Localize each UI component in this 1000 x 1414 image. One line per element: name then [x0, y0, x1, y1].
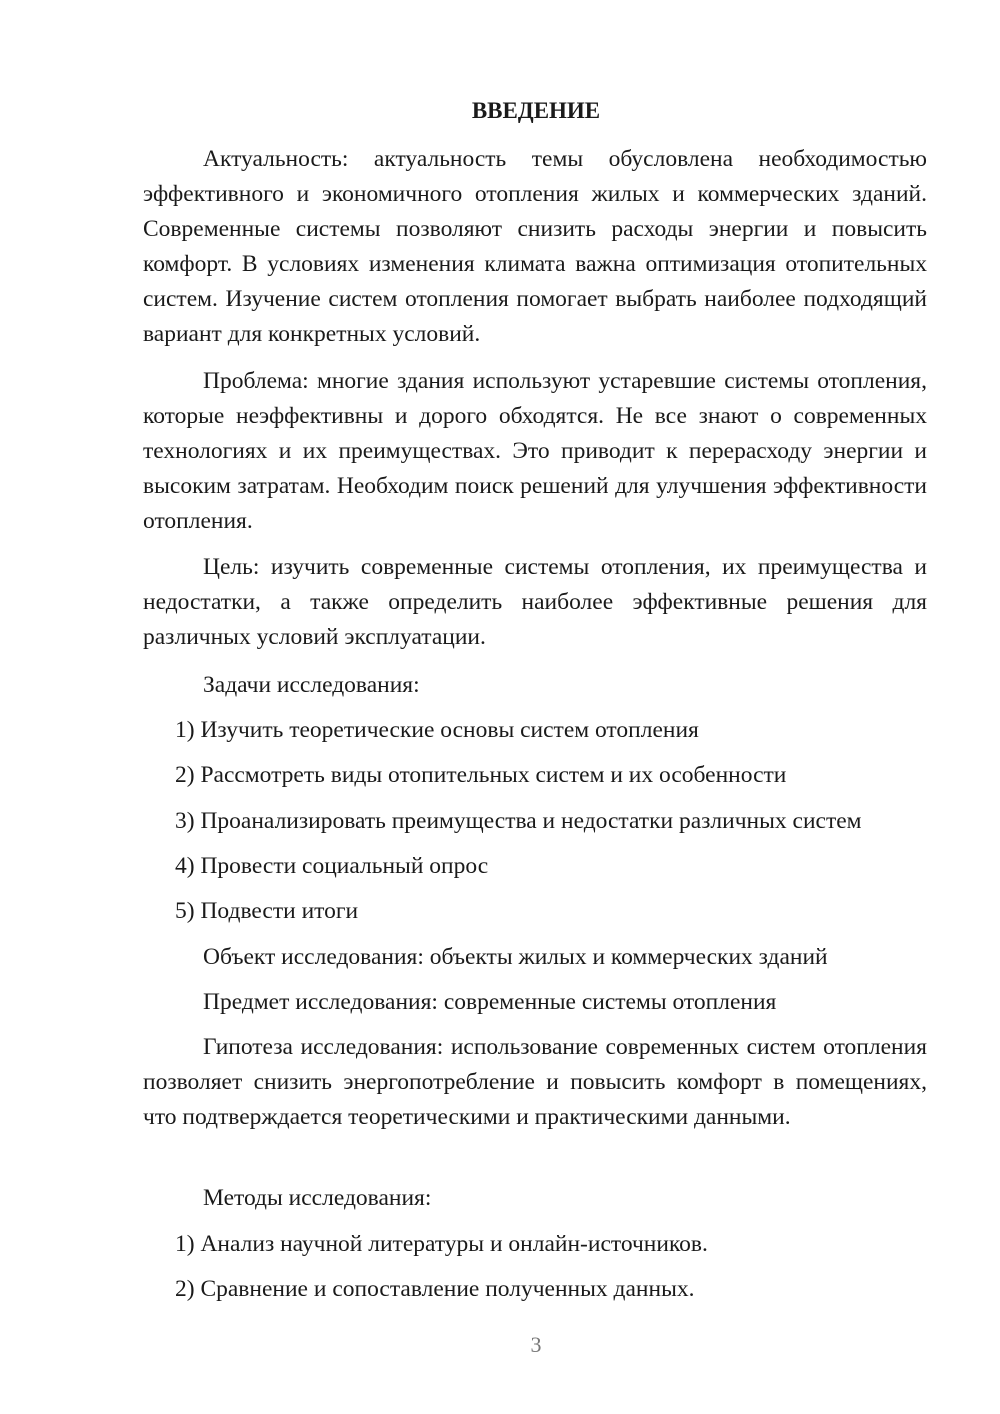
methods-heading: Методы исследования:	[203, 1185, 432, 1211]
task-item: 4) Провести социальный опрос	[175, 853, 489, 879]
method-item: 2) Сравнение и сопоставление полученных данных.	[175, 1276, 695, 1302]
method-item: 1) Анализ научной литературы и онлайн-источников.	[175, 1231, 708, 1257]
problem-paragraph: Проблема: многие здания используют устаревшие системы отопления, которые неэффективны и дорого обходятся. Не все знают о современных технологиях и их преимуществах. Это приводит к перерасходу энергии и высоким затратам. Необходим поиск решений для улучшения эффективности отопления.	[143, 368, 927, 534]
goal-paragraph: Цель: изучить современные системы отопления, их преимущества и недостатки, а также определить наиболее эффективные решения для различных условий эксплуатации.	[143, 554, 927, 650]
subject-line: Предмет исследования: современные системы отопления	[203, 989, 777, 1015]
task-item: 2) Рассмотреть виды отопительных систем и их особенности	[175, 762, 787, 788]
object-line: Объект исследования: объекты жилых и коммерческих зданий	[203, 944, 828, 970]
task-item: 3) Проанализировать преимущества и недостатки различных систем	[175, 808, 862, 834]
task-item: 5) Подвести итоги	[175, 898, 359, 924]
relevance-paragraph: Актуальность: актуальность темы обусловлена необходимостью эффективного и экономичного отопления жилых и коммерческих зданий. Современные системы позволяют снизить расходы энергии и повысить комфорт. В условиях изменения климата важна оптимизация отопительных систем. Изучение систем отопления помогает выбрать наиболее подходящий вариант для конкретных условий.	[143, 146, 927, 347]
task-item: 1) Изучить теоретические основы систем отопления	[175, 717, 699, 743]
tasks-heading: Задачи исследования:	[203, 672, 420, 698]
hypothesis-paragraph: Гипотеза исследования: использование современных систем отопления позволяет снизить энергопотребление и повысить комфорт в помещениях, что подтверждается теоретическими и практическими данными.	[143, 1034, 927, 1130]
page-number: 3	[530, 1332, 542, 1357]
page-title: ВВЕДЕНИЕ	[471, 98, 601, 123]
